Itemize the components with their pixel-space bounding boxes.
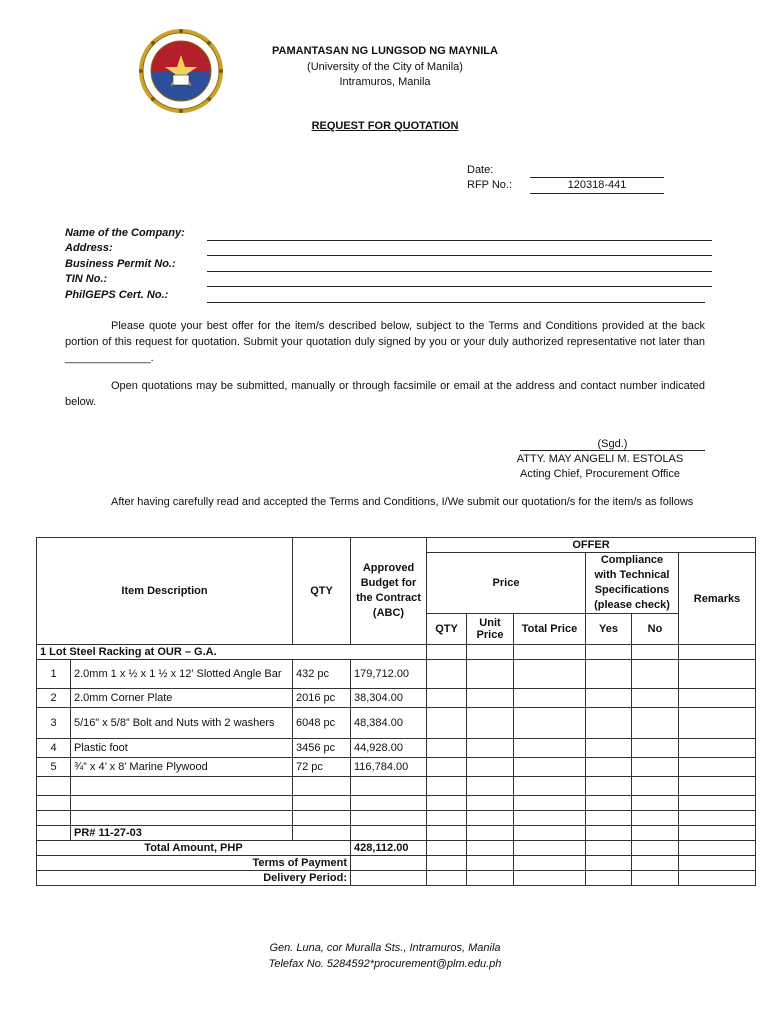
signatory-position: Acting Chief, Procurement Office [520, 468, 680, 480]
item-description: 5/16” x 5/8” Bolt and Nuts with 2 washers [71, 708, 293, 739]
item-description: ¾” x 4’ x 8’ Marine Plywood [71, 758, 293, 777]
total-amount-value: 428,112.00 [351, 841, 427, 856]
tin-line [207, 286, 712, 287]
lot-title: 1 Lot Steel Racking at OUR – G.A. [37, 645, 427, 660]
date-line [530, 177, 664, 178]
business-permit-line [207, 271, 712, 272]
instruction-paragraph: Please quote your best offer for the item/s described below, subject to the Terms and Conditions provided at the back portion of this request for quotation. Submit your quotation duly signed by you or your duly authorized representative not later than ______________. [65, 320, 705, 364]
address-label: Address: [65, 242, 113, 254]
footer-contact [180, 940, 590, 972]
item-qty: 6048 pc [293, 708, 351, 739]
item-qty: 432 pc [293, 660, 351, 689]
offer-header: OFFER [427, 538, 756, 553]
rfp-line [530, 193, 664, 194]
quotation-table [36, 537, 756, 886]
unit-price-header: Unit Price [467, 614, 514, 645]
no-header: No [632, 614, 679, 645]
table-row [37, 689, 756, 708]
item-abc: 48,384.00 [351, 708, 427, 739]
terms-of-payment-label: Terms of Payment [37, 856, 351, 871]
item-description: Plastic foot [71, 739, 293, 758]
remarks-header: Remarks [679, 553, 756, 645]
university-name: PAMANTASAN NG LUNGSOD NG MAYNILA [272, 45, 498, 57]
acceptance-paragraph: After having carefully read and accepted the Terms and Conditions, I/We submit our quotation/s for the item/s as follows [111, 496, 694, 508]
footer-telefax: Telefax No. 5284592*procurement@plm.edu.ph [268, 958, 502, 970]
philgeps-line [207, 302, 705, 303]
offer-qty-header: QTY [427, 614, 467, 645]
item-number: 3 [37, 708, 71, 739]
letterhead [230, 44, 540, 91]
item-qty: 2016 pc [293, 689, 351, 708]
item-qty: 3456 pc [293, 739, 351, 758]
signature-sgd: (Sgd.) [520, 438, 705, 451]
blank-row [37, 811, 756, 826]
company-name-label: Name of the Company: [65, 227, 185, 239]
table-row [37, 758, 756, 777]
item-description: 2.0mm Corner Plate [71, 689, 293, 708]
company-name-line [207, 240, 712, 241]
price-header: Price [427, 553, 586, 614]
signatory-name: ATTY. MAY ANGELI M. ESTOLAS [516, 453, 684, 465]
university-address: Intramuros, Manila [339, 76, 431, 88]
university-seal-logo [138, 28, 224, 114]
business-permit-label: Business Permit No.: [65, 258, 176, 270]
item-number: 4 [37, 739, 71, 758]
total-amount-label: Total Amount, PHP [37, 841, 351, 856]
rfp-number: 120318-441 [567, 179, 627, 191]
item-description-header: Item Description [37, 538, 293, 645]
footer-address: Gen. Luna, cor Muralla Sts., Intramuros, Manila [269, 942, 501, 954]
item-number: 2 [37, 689, 71, 708]
yes-header: Yes [586, 614, 632, 645]
table-row [37, 708, 756, 739]
table-row [37, 660, 756, 689]
table-row [37, 739, 756, 758]
item-abc: 38,304.00 [351, 689, 427, 708]
date-label: Date: [467, 164, 494, 176]
item-number: 1 [37, 660, 71, 689]
item-abc: 44,928.00 [351, 739, 427, 758]
item-qty: 72 pc [293, 758, 351, 777]
total-price-header: Total Price [514, 614, 586, 645]
blank-row [37, 777, 756, 796]
compliance-header: Compliance with Technical Specifications (please check) [586, 553, 679, 614]
delivery-period-label: Delivery Period: [37, 871, 351, 886]
abc-header: Approved Budget for the Contract (ABC) [351, 538, 427, 645]
pr-number: PR# 11-27-03 [71, 826, 293, 841]
item-number: 5 [37, 758, 71, 777]
submission-paragraph: Open quotations may be submitted, manually or through facsimile or email at the address and contact number indicated below. [65, 380, 705, 408]
philgeps-label: PhilGEPS Cert. No.: [65, 289, 169, 301]
item-abc: 116,784.00 [351, 758, 427, 777]
qty-header: QTY [293, 538, 351, 645]
university-english-name: (University of the City of Manila) [307, 60, 463, 73]
item-description: 2.0mm 1 x ½ x 1 ½ x 12’ Slotted Angle Bar [71, 660, 293, 689]
item-abc: 179,712.00 [351, 660, 427, 689]
address-line [207, 255, 712, 256]
document-title: REQUEST FOR QUOTATION [311, 120, 459, 132]
rfp-label: RFP No.: [467, 179, 513, 191]
tin-label: TIN No.: [65, 273, 108, 285]
blank-row [37, 796, 756, 811]
